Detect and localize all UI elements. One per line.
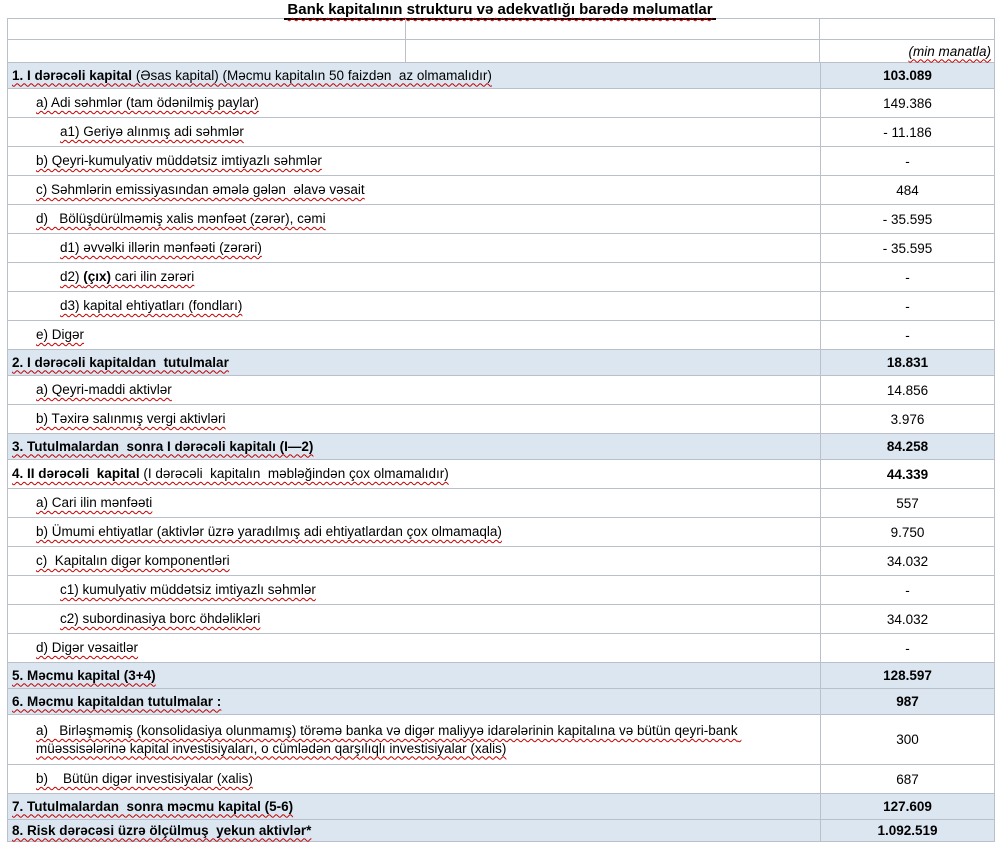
row-label [60,123,244,141]
row-value: 34.032 [886,611,929,627]
row-label [36,722,820,757]
row-label-part: 7. Tutulmalardan sonra məcmu kapital (5-6) [12,798,294,814]
table-row [8,547,994,576]
row-label-cell [8,350,821,375]
row-value: - [905,153,910,169]
row-label-cell [8,234,821,262]
row-label-part: c1) kumulyativ müddətsiz imtiyazlı səhmlər [60,582,316,598]
row-value: 1.092.519 [877,823,938,838]
capital-table-body [8,63,994,842]
title-row [0,0,1000,18]
row-value: - 11.186 [883,124,932,140]
row-label [60,581,316,599]
row-label-cell [8,547,821,575]
row-label-part: c) Kapitalın digər komponentləri [36,553,230,569]
row-label-cell [8,794,821,819]
row-value: - [905,582,910,598]
row-label [12,354,229,372]
table-row [8,765,994,794]
row-label [60,610,260,628]
unit-note-cell [820,40,994,62]
row-value: 103.089 [883,68,932,83]
row-label [12,67,492,85]
title-underline [284,2,715,20]
table-row [8,489,994,518]
row-label-part: 1. I dərəcəli kapital [12,67,133,83]
table-row [8,118,994,147]
header-cell [406,40,820,62]
row-label-cell [8,405,821,433]
table-row [8,576,994,605]
row-label-part: d1) əvvəlki illərin mənfəəti (zərəri) [60,240,262,256]
row-label-cell [8,89,821,117]
row-label-part: (çıx) [83,269,112,285]
table-row [8,147,994,176]
row-value: 484 [896,182,919,198]
row-label [12,822,311,840]
row-label [60,239,262,257]
table-row [8,89,994,118]
row-label-part: b) Təxirə salınmış vergi aktivləri [36,411,226,427]
header-empty-row [8,19,994,40]
row-label-part: d3) kapital ehtiyatları (fondları) [60,298,243,314]
row-value: 14.856 [886,382,929,398]
row-label-cell [8,263,821,291]
row-label-cell [8,63,821,88]
row-label-cell [8,118,821,146]
row-value: 84.258 [886,439,929,454]
row-label-part: 8. Risk dərəcəsi üzrə ölçülmuş yekun aktivlər* [12,822,312,838]
row-label [36,770,253,788]
row-label [36,210,326,228]
row-label-part: c) Səhmlərin emissiyasından əmələ gələn əlavə vəsait [36,182,365,198]
row-label [12,667,156,685]
table-row [8,820,994,842]
row-label-cell [8,321,821,349]
row-label-part: a) Birləşməmiş (konsolidasiya olunmamış) törəmə banka və digər maliyyə idarələrinin kapitalına və bütün qeyri-bank müəssisələrinə kapital investisiyaları, o cümlədən qarşılıqlı investisiyalar (xalis) [36,722,742,756]
row-value: - 35.595 [882,240,933,256]
row-label [60,268,194,286]
table-row [8,263,994,292]
table-row [8,63,994,89]
row-label-cell [8,634,821,662]
row-label-cell [8,176,821,204]
row-label [36,523,502,541]
row-label-cell [8,820,821,841]
row-label [36,94,259,112]
row-label-cell [8,205,821,233]
row-label-part: 5. Məcmu kapital (3+4) [12,667,156,683]
row-label-cell [8,489,821,517]
table-row [8,794,994,820]
table-row [8,176,994,205]
table-row [8,205,994,234]
row-label-part: cari ilin zərəri [111,269,195,285]
row-value: - [905,327,910,343]
table-row [8,460,994,489]
table-row [8,605,994,634]
table-row [8,434,994,460]
row-label-cell [8,147,821,175]
row-value: 687 [896,771,919,787]
row-label-cell [8,576,821,604]
row-label-cell [8,605,821,633]
header-cell [8,19,406,39]
row-label [12,693,221,711]
row-label-part: a) Adi səhmlər (tam ödənilmiş paylar) [36,95,259,111]
page-title: Bank kapitalının strukturu və adekvatlığı barədə məlumatlar [287,1,713,18]
row-label-part: d) Digər vəsaitlər [36,640,139,656]
unit-note: (min manatla) [908,43,991,59]
table-row [8,376,994,405]
row-label-cell [8,376,821,404]
row-label [36,410,226,428]
row-value: 9.750 [890,524,925,540]
row-label-part: 4. II dərəcəli kapital [12,466,140,482]
row-label-cell [8,765,821,793]
row-label [36,494,152,512]
row-label-cell [8,715,821,764]
row-label-part: 2. I dərəcəli kapitaldan tutulmalar [12,354,229,370]
row-label-part: 3. Tutulmalardan sonra I dərəcəli kapitalı (I—2) [12,438,314,454]
row-value: 44.339 [886,466,929,482]
row-label [36,326,84,344]
row-label [36,152,322,170]
table-row [8,234,994,263]
row-label-cell [8,292,821,320]
row-label [36,381,172,399]
table-row [8,689,994,715]
header-cell [406,19,820,39]
row-label-part: c2) subordinasiya borc öhdəlikləri [60,611,261,627]
table-row [8,321,994,350]
row-label-part: (I dərəcəli kapitalın məbləğindən çox olmamalıdır) [139,466,449,482]
row-label-part: b) Bütün digər investisiyalar (xalis) [36,771,253,787]
unit-note-row [8,40,994,63]
header-cell [820,19,994,39]
table-row [8,292,994,321]
row-value: - [905,640,910,656]
row-label-part: a1) Geriyə alınmış adi səhmlər [60,124,244,140]
row-value: 3.976 [890,411,925,427]
row-value: 127.609 [883,799,932,814]
row-label [12,438,313,456]
row-label-part: d) Bölüşdürülməmiş xalis mənfəət (zərər), cəmi [36,211,326,227]
row-label-cell [8,518,821,546]
row-label [36,552,230,570]
row-label-cell [8,689,821,714]
table-row [8,350,994,376]
row-value: 557 [896,495,919,511]
row-value: 149.386 [883,95,932,111]
table-row [8,663,994,689]
row-label [36,639,138,657]
row-label-part: a) Cari ilin mənfəəti [36,495,153,511]
header-cell [8,40,406,62]
table-row [8,634,994,663]
row-label-cell [8,663,821,688]
row-label [36,181,365,199]
capital-table [7,18,995,842]
row-value: - 35.595 [882,211,933,227]
row-label-cell [8,434,821,459]
row-value: 300 [896,732,919,747]
row-label-part: e) Digər [36,327,85,343]
row-label-part: a) Qeyri-maddi aktivlər [36,382,172,398]
row-label [60,297,242,315]
row-value: 18.831 [886,355,929,370]
row-label-cell [8,460,821,488]
row-label-part: b) Ümumi ehtiyatlar (aktivlər üzrə yaradılmış adi ehtiyatlardan çox olmamaqla) [36,524,502,540]
table-row [8,715,994,765]
row-label [12,798,293,816]
table-row [8,405,994,434]
row-label-part: (Əsas kapital) (Məcmu kapitalın 50 faizdən az olmamalıdır) [132,67,492,83]
row-value: 987 [896,694,919,709]
row-value: - [905,269,910,285]
row-value: 34.032 [886,553,929,569]
row-label-part: b) Qeyri-kumulyativ müddətsiz imtiyazlı səhmlər [36,153,322,169]
row-label [12,465,449,483]
row-value: - [905,298,910,314]
row-label-part: 6. Məcmu kapitaldan tutulmalar : [12,693,222,709]
row-label-part: d2) [60,269,84,285]
table-row [8,518,994,547]
row-value: 128.597 [883,668,932,683]
